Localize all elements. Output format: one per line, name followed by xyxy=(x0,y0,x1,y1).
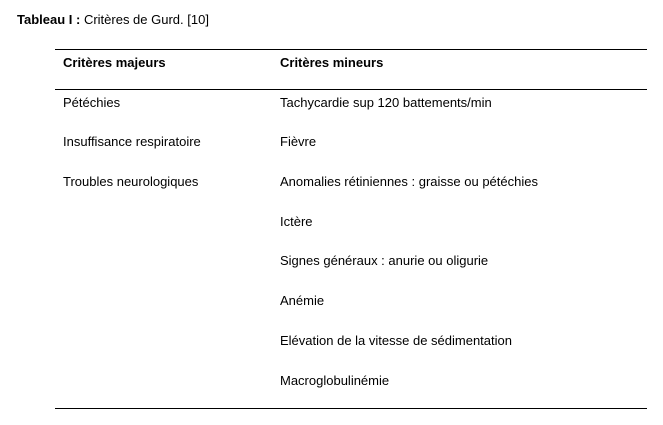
minor-criterion: Tachycardie sup 120 battements/min xyxy=(280,95,492,110)
table-header-rule xyxy=(55,89,647,90)
minor-criterion: Macroglobulinémie xyxy=(280,373,390,388)
table-bottom-rule xyxy=(55,408,647,409)
table-caption-text: Critères de Gurd. [10] xyxy=(80,12,209,27)
major-criterion: Troubles neurologiques xyxy=(63,174,199,189)
table-caption xyxy=(17,12,209,28)
table-caption-label: Tableau I : xyxy=(17,12,81,27)
major-criterion: Pétéchies xyxy=(63,95,121,110)
major-criteria-header: Critères majeurs xyxy=(63,55,166,70)
minor-criterion: Ictère xyxy=(280,214,313,229)
minor-criteria-header: Critères mineurs xyxy=(280,55,384,70)
table-top-rule xyxy=(55,49,647,50)
minor-criterion: Elévation de la vitesse de sédimentation xyxy=(280,333,512,348)
major-criterion: Insuffisance respiratoire xyxy=(63,134,201,149)
minor-criterion: Signes généraux : anurie ou oligurie xyxy=(280,253,489,268)
minor-criterion: Fièvre xyxy=(280,134,317,149)
minor-criterion: Anémie xyxy=(280,293,325,308)
minor-criterion: Anomalies rétiniennes : graisse ou pétéchies xyxy=(280,174,538,189)
